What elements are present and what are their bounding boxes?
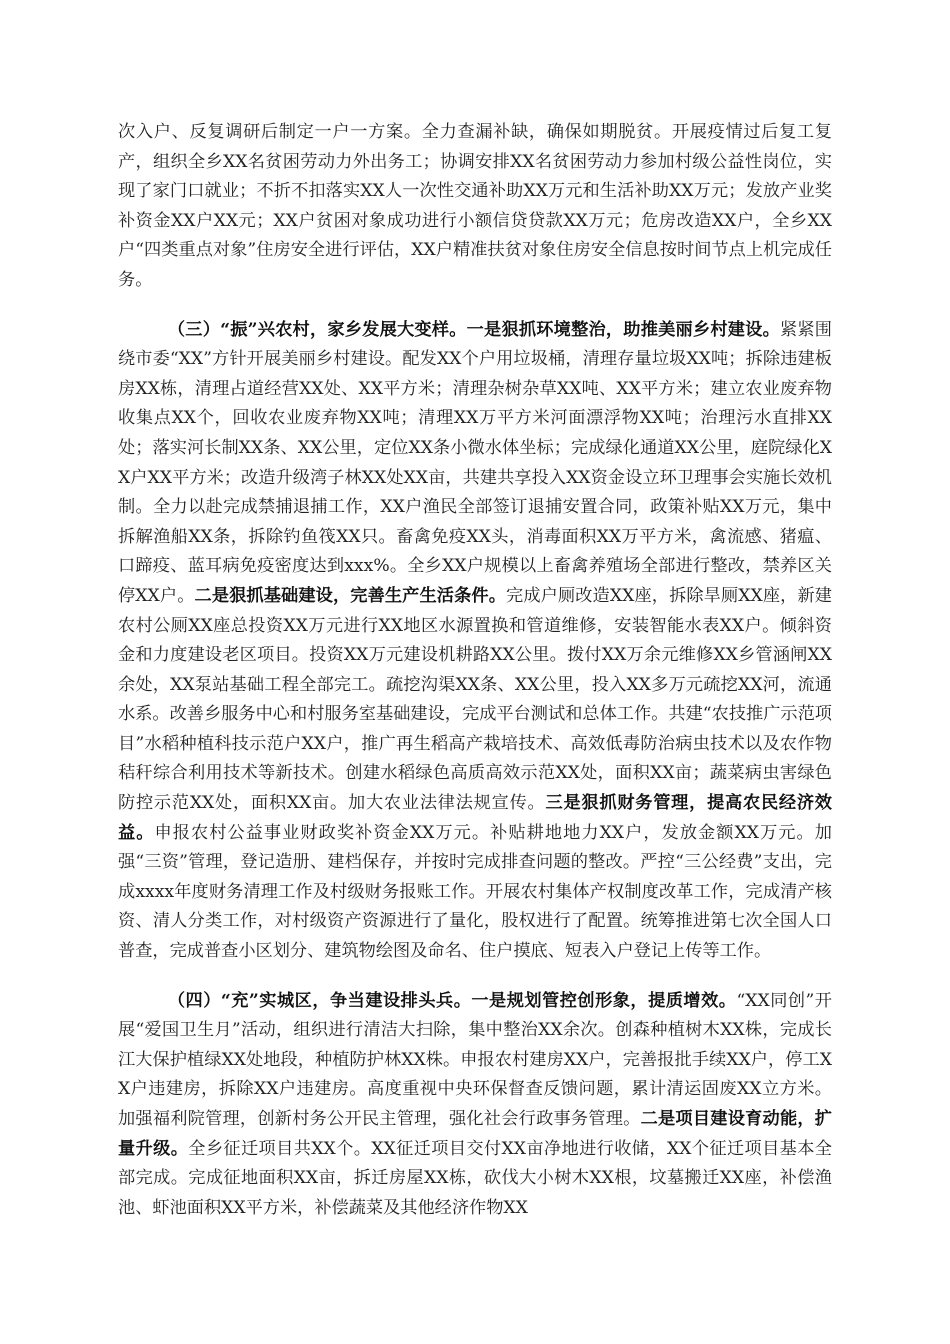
paragraph-text: 完成户厕改造XX座，拆除旱厕XX座，新建农村公厕XX座总投资XX万元进行XX地区水源置换和管道维修，安装智能水表XX户。倾斜资金和力度建设老区项目。投资XX万元建设机耕路XX公里。拨付XX万余元维修XX乡管涵闸XX余处，XX泵站基础工程全部完工。疏挖沟渠XX条、XX公里，投入XX多万元疏挖XX河，流通水系。改善乡服务中心和村服务室基础建设，完成平台测试和总体工作。共建“农技推广示范项目”水稻种植科技示范户XX户，推广再生稻高产栽培技术、高效低毒防治病虫技术以及农作物秸秆综合利用技术等新技术。创建水稻绿色高质高效示范XX处，面积XX亩；蔬菜病虫害绿色防控示范XX处，面积XX亩。加大农业法律法规宣传。 — [118, 585, 832, 814]
paragraph-text: 次入户、反复调研后制定一户一方案。全力查漏补缺，确保如期脱贫。开展疫情过后复工复产，组织全乡XX名贫困劳动力外出务工；协调安排XX名贫困劳动力参加村级公益性岗位，实现了家门口就业；不折不扣落实XX人一次性交通补助XX万元和生活补助XX万元；发放产业奖补资金XX户XX元；XX户贫困对象成功进行小额信贷贷款XX万元；危房改造XX户，全乡XX户“四类重点对象”住房安全进行评估，XX户精准扶贫对象住房安全信息按时间节点上机完成任务。 — [118, 122, 832, 290]
paragraph-section-3 — [118, 316, 832, 967]
paragraph-text: 紧紧围绕市委“XX”方针开展美丽乡村建设。配发XX个户用垃圾桶，清理存量垃圾XX吨；拆除违建板房XX栋，清理占道经营XX处、XX平方米；清理杂树杂草XX吨、XX平方米；建立农业废弃物收集点XX个，回收农业废弃物XX吨；清理XX万平方米河面漂浮物XX吨；治理污水直排XX处；落实河长制XX条、XX公里，定位XX条小微水体坐标；完成绿化通道XX公里，庭院绿化XX户XX平方米；改造升级湾子林XX处XX亩，共建共享投入XX资金设立环卫理事会实施长效机制。全力以赴完成禁捕退捕工作，XX户渔民全部签订退捕安置合同，政策补贴XX万元，集中拆解渔船XX条，拆除钓鱼筏XX只。畜禽免疫XX头，消毒面积XX万平方米，禽流感、猪瘟、口蹄疫、蓝耳病免疫密度达到xxx%。全乡XX户规模以上畜禽养殖场全部进行整改，禁养区关停XX户。 — [118, 319, 832, 606]
paragraph-continuation — [118, 118, 832, 296]
paragraph-section-4 — [118, 987, 832, 1224]
subheading-bold: 二是项目建设育动能，扩量升级。 — [118, 1109, 832, 1159]
paragraph-text: “XX同创”开展“爱国卫生月”活动，组织进行清洁大扫除，集中整治XX余次。创森种植树木XX株，完成长江大保护植绿XX处地段，种植防护林XX株。申报农村建房XX户，完善报批手续XX户，停工XX户违建房，拆除XX户违建房。高度重视中央环保督查反馈问题，累计清运固废XX立方米。加强福利院管理，创新村务公开民主管理，强化社会行政事务管理。 — [118, 990, 832, 1129]
section-heading: （三）“振”兴农村，家乡发展大变样。一是狠抓环境整治，助推美丽乡村建设。 — [167, 319, 780, 340]
section-heading: （四）“充”实城区，争当建设排头兵。一是规划管控创形象，提质增效。 — [167, 990, 737, 1011]
subheading-bold: 二是狠抓基础建设，完善生产生活条件。 — [194, 585, 507, 606]
paragraph-text: 全乡征迁项目共XX个。XX征迁项目交付XX亩净地进行收储，XX个征迁项目基本全部完成。完成征地面积XX亩，拆迁房屋XX栋，砍伐大小树木XX根，坟墓搬迁XX座，补偿渔池、虾池面积XX平方米，补偿蔬菜及其他经济作物XX — [118, 1138, 832, 1218]
document-page — [118, 118, 832, 1243]
subheading-bold: 三是狠抓财务管理，提高农民经济效益。 — [118, 793, 832, 843]
paragraph-text: 申报农村公益事业财政奖补资金XX万元。补贴耕地地力XX户，发放金额XX万元。加强“三资”管理，登记造册、建档保存，并按时完成排查问题的整改。严控“三公经费”支出，完成xxxx年度财务清理工作及村级财务报账工作。开展农村集体产权制度改革工作，完成清产核资、清人分类工作，对村级资产资源进行了量化，股权进行了配置。统筹推进第七次全国人口普查，完成普查小区划分、建筑物绘图及命名、住户摸底、短表入户登记上传等工作。 — [118, 822, 832, 962]
